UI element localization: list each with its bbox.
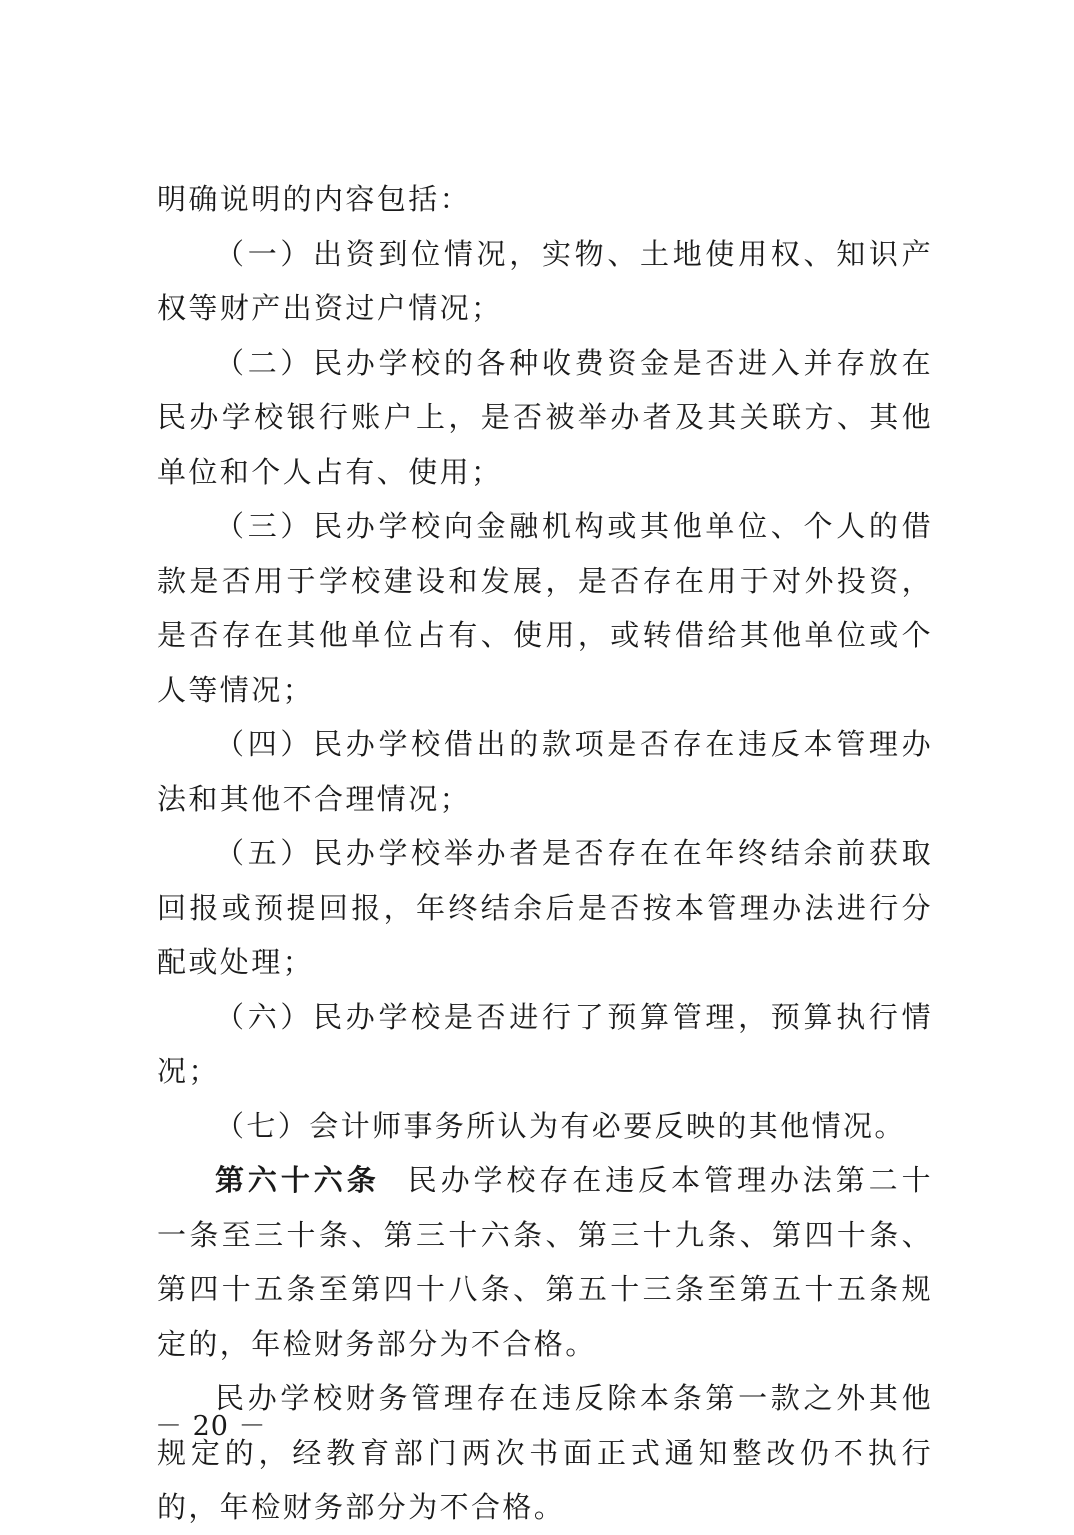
page-number: － 20 － <box>155 1411 267 1442</box>
item-paragraph-1: （一）出资到位情况，实物、土地使用权、知识产权等财产出资过户情况； <box>157 236 933 325</box>
item-paragraph-5: （五）民办学校举办者是否存在在年终结余前获取回报或预提回报，年终结余后是否按本管理办法进行分配或处理； <box>157 836 933 979</box>
closing-paragraph: 民办学校财务管理存在违反除本条第一款之外其他规定的，经教育部门两次书面正式通知整改仍不执行的，年检财务部分为不合格。 <box>157 1381 933 1524</box>
item-paragraph-2: （二）民办学校的各种收费资金是否进入并存放在民办学校银行账户上，是否被举办者及其关联方、其他单位和个人占有、使用； <box>157 345 933 489</box>
document-body <box>157 172 933 1535</box>
item-paragraph-7: （七）会计师事务所认为有必要反映的其他情况。 <box>215 1108 906 1143</box>
article-body: 民办学校存在违反本管理办法第二十一条至三十条、第三十六条、第三十九条、第四十条、第四十五条至第四十八条、第五十三条至第五十五条规定的，年检财务部分为不合格。 <box>157 1163 933 1361</box>
article-heading: 第六十六条 <box>215 1163 380 1197</box>
lead-paragraph: 明确说明的内容包括： <box>157 182 472 216</box>
item-paragraph-3: （三）民办学校向金融机构或其他单位、个人的借款是否用于学校建设和发展，是否存在用于对外投资，是否存在其他单位占有、使用，或转借给其他单位或个人等情况； <box>157 509 933 707</box>
article-paragraph <box>157 1153 933 1371</box>
item-paragraph-4: （四）民办学校借出的款项是否存在违反本管理办法和其他不合理情况； <box>157 727 933 816</box>
item-paragraph-6: （六）民办学校是否进行了预算管理，预算执行情况； <box>157 999 933 1088</box>
